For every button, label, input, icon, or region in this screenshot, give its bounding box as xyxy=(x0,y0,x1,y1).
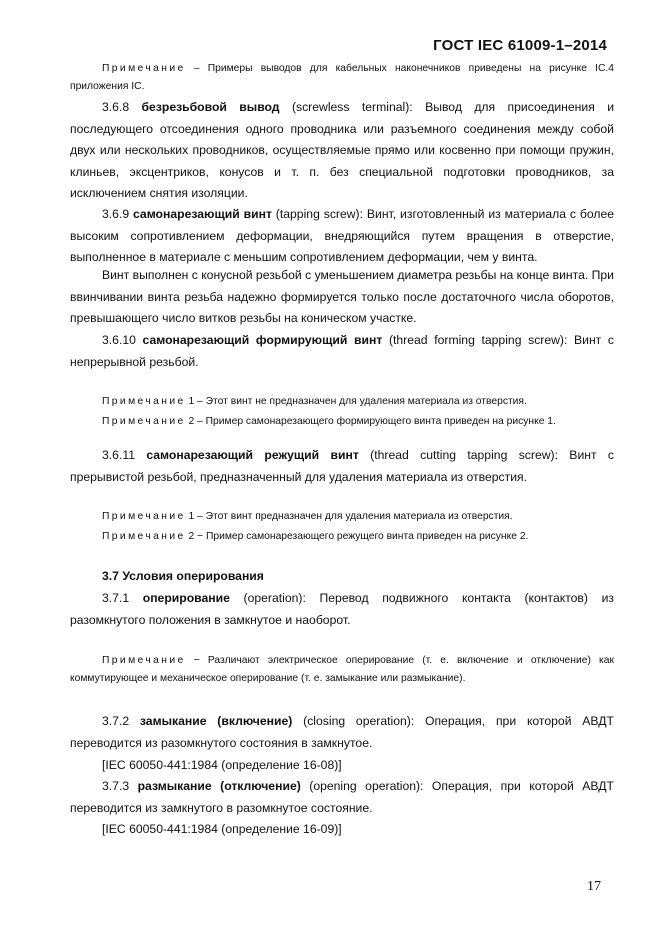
definition-3-7-3: 3.7.3 размыкание (отключение) (opening operation): Операция, при которой АВДТ переводится из замкнутого в разомкнутое состояние. xyxy=(70,779,614,815)
paragraph-thread: Винт выполнен с конусной резьбой с уменьшением диаметра резьбы на конце винта. При ввинчивании винта резьба надежно формируется только после достаточного числа оборотов, превышающего число витков резьбы на коническом участке. xyxy=(70,268,614,326)
term: замыкание (включение) xyxy=(139,714,293,728)
note-3-7-1: Примечание − Различают электрическое оперирование (т. е. включение и отключение) как коммутирующее и механическое оперирование (т. е. замыкание или размыкание). xyxy=(70,655,614,684)
definition-3-6-10: 3.6.10 самонарезающий формирующий винт (thread forming tapping screw): Винт с непрерывной резьбой. xyxy=(70,333,614,369)
note-figure-ic4: Примечание – Примеры выводов для кабельных наконечников приведены на рисунке IC.4 приложения IC. xyxy=(70,63,614,92)
page-number: 17 xyxy=(587,879,601,894)
term: размыкание (отключение) xyxy=(137,779,301,793)
document-code: ГОСТ IEC 61009-1–2014 xyxy=(433,37,607,54)
term: самонарезающий винт xyxy=(133,207,272,221)
note-label: Примечание xyxy=(102,63,186,74)
definition-3-6-11: 3.6.11 самонарезающий режущий винт (thread cutting tapping screw): Винт с прерывистой резьбой, предназначенный для удаления материала из отверстия. xyxy=(70,448,614,484)
term: самонарезающий режущий винт xyxy=(146,448,359,462)
definition-3-7-1: 3.7.1 оперирование (operation): Перевод подвижного контакта (контактов) из разомкнутого положения в замкнутое и наоборот. xyxy=(70,591,614,627)
definition-3-7-2: 3.7.2 замыкание (включение) (closing operation): Операция, при которой АВДТ переводится из разомкнутого состояния в замкнутое. xyxy=(70,714,614,750)
term: самонарезающий формирующий винт xyxy=(142,333,383,347)
term: оперирование xyxy=(142,591,230,605)
term: безрезьбовой вывод xyxy=(141,100,280,114)
note-3-6-10-2: Примечание 2 – Пример самонарезающего формирующего винта приведен на рисунке 1. xyxy=(102,416,556,427)
definition-3-6-8: 3.6.8 безрезьбовой вывод (screwless terminal): Вывод для присоединения и последующего отсоединения одного проводника или разъемного соединения между собой двух или нескольких проводников, осуществляемые прямо или косвенно при помощи пружин, клиньев, эксцентриков, конусов и т. п. без специальной подготовки проводников, за исключением снятия изоляции. xyxy=(70,100,615,201)
definition-3-6-9: 3.6.9 самонарезающий винт (tapping screw): Винт, изготовленный из материала с более высоким сопротивлением деформации, внедряющийся путем вращения в отверстие, выполненное в материале с меньшим сопротивлением деформации, чем у винта. xyxy=(70,207,615,265)
reference-3-7-3: [IEC 60050-441:1984 (определение 16-09)] xyxy=(102,822,342,836)
section-heading-3-7: 3.7 Условия оперирования xyxy=(102,569,264,583)
reference-3-7-2: [IEC 60050-441:1984 (определение 16-08)] xyxy=(102,758,342,772)
note-3-6-10-1: Примечание 1 – Этот винт не предназначен для удаления материала из отверстия. xyxy=(102,396,527,407)
note-3-6-11-1: Примечание 1 – Этот винт предназначен для удаления материала из отверстия. xyxy=(102,511,513,522)
note-3-6-11-2: Примечание 2 − Пример самонарезающего режущего винта приведен на рисунке 2. xyxy=(102,531,529,542)
